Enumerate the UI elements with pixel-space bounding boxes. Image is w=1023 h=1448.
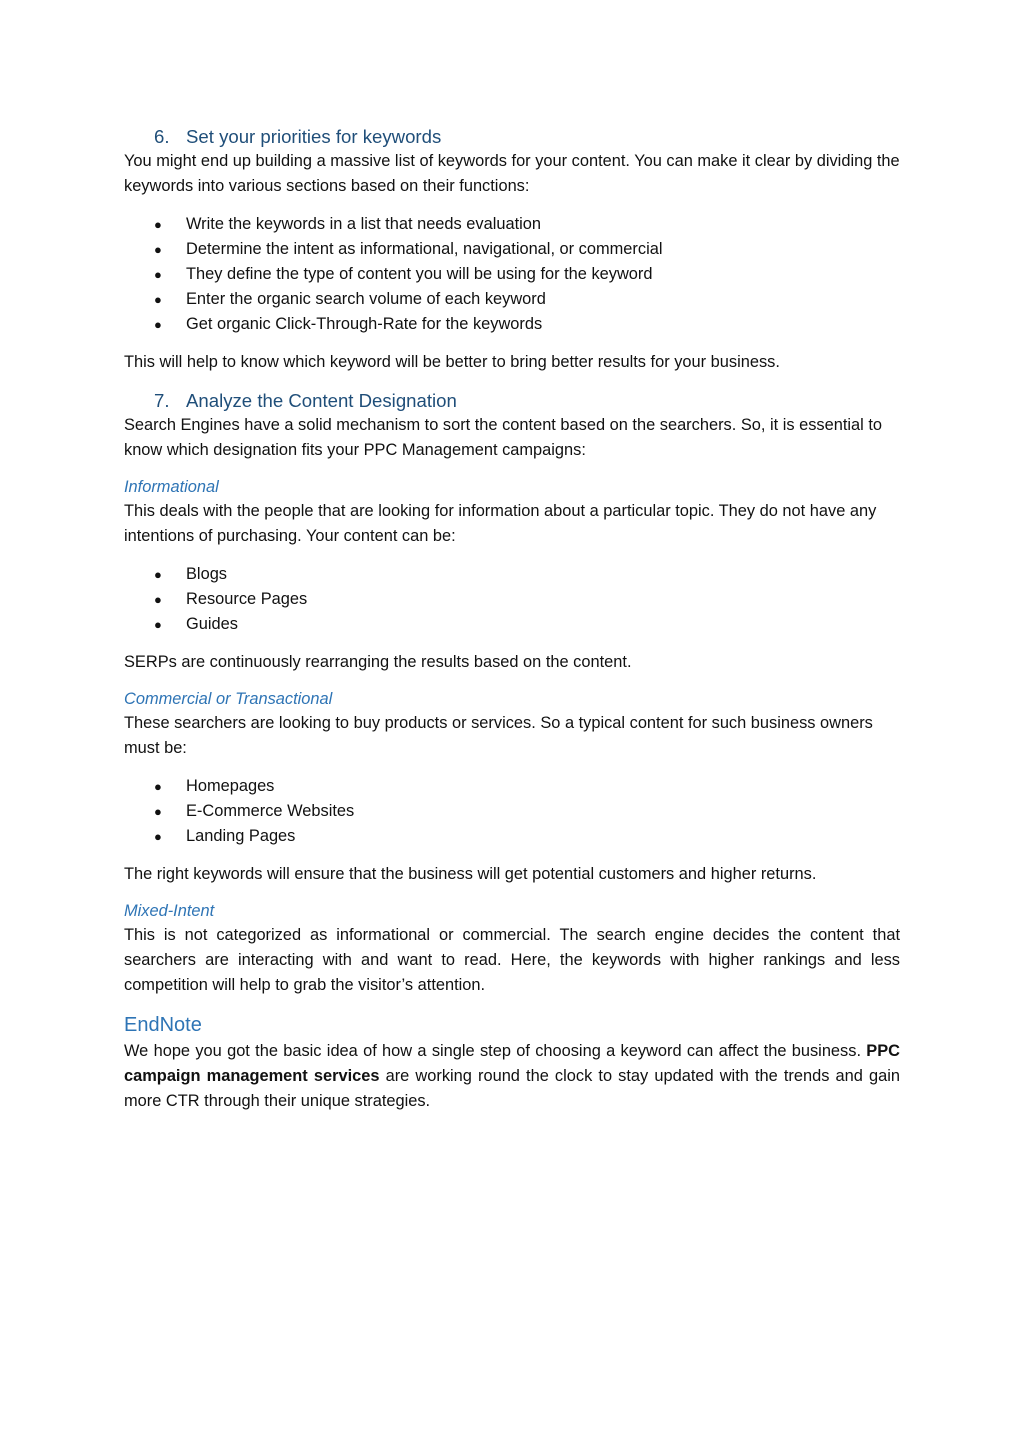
section-7-heading bbox=[124, 388, 900, 413]
bullet-icon: ● bbox=[154, 804, 162, 819]
mixed-intent-heading: Mixed-Intent bbox=[124, 902, 215, 920]
list-item: ● Blogs bbox=[124, 562, 900, 587]
document-page bbox=[124, 124, 900, 1114]
ppc-services-highlight: PPC campaign management services bbox=[124, 1042, 900, 1085]
commercial-bullet-list bbox=[124, 774, 900, 849]
bullet-icon: ● bbox=[154, 292, 162, 307]
bullet-icon: ● bbox=[154, 592, 162, 607]
bullet-icon: ● bbox=[154, 317, 162, 332]
informational-body: This deals with the people that are looking for information about a particular topic. They do not have any intentions of purchasing. Your content can be: bbox=[124, 502, 877, 545]
bullet-icon: ● bbox=[154, 267, 162, 282]
section-6-title: Set your priorities for keywords bbox=[186, 126, 442, 147]
informational-outro: SERPs are continuously rearranging the results based on the content. bbox=[124, 653, 632, 671]
commercial-heading: Commercial or Transactional bbox=[124, 690, 333, 708]
informational-heading: Informational bbox=[124, 478, 219, 496]
bullet-icon: ● bbox=[154, 617, 162, 632]
commercial-outro: The right keywords will ensure that the business will get potential customers and higher returns. bbox=[124, 865, 817, 883]
list-item: ● Homepages bbox=[124, 774, 900, 799]
section-7-title: Analyze the Content Designation bbox=[186, 390, 457, 411]
list-item: ● Resource Pages bbox=[124, 587, 900, 612]
list-item: ● Landing Pages bbox=[124, 824, 900, 849]
section-7-number: 7. bbox=[154, 390, 170, 411]
list-item: ● Guides bbox=[124, 612, 900, 637]
bullet-icon: ● bbox=[154, 829, 162, 844]
informational-bullet-list bbox=[124, 562, 900, 637]
section-6-intro: You might end up building a massive list of keywords for your content. You can make it clear by dividing the keywords into various sections based on their functions: bbox=[124, 152, 900, 195]
section-6-outro: This will help to know which keyword will be better to bring better results for your business. bbox=[124, 353, 780, 371]
bullet-icon: ● bbox=[154, 242, 162, 257]
endnote-body: We hope you got the basic idea of how a single step of choosing a keyword can affect the business. PPC campaign management services are working round the clock to stay updated with the trends and gain more CTR through their unique strategies. bbox=[124, 1042, 901, 1110]
list-item: ● Get organic Click-Through-Rate for the keywords bbox=[124, 312, 900, 337]
list-item: ● Enter the organic search volume of each keyword bbox=[124, 287, 900, 312]
list-item: ● E-Commerce Websites bbox=[124, 799, 900, 824]
section-6-heading bbox=[124, 124, 900, 149]
commercial-body: These searchers are looking to buy products or services. So a typical content for such business owners must be: bbox=[124, 714, 873, 757]
bullet-icon: ● bbox=[154, 567, 162, 582]
mixed-intent-body: This is not categorized as informational or commercial. The search engine decides the content that searchers are interacting with and want to read. Here, the keywords with higher rankings and less competition will help to grab the visitor’s attention. bbox=[124, 926, 900, 994]
section-6-number: 6. bbox=[154, 126, 170, 147]
bullet-icon: ● bbox=[154, 217, 162, 232]
list-item: ● Write the keywords in a list that needs evaluation bbox=[124, 212, 900, 237]
endnote-heading: EndNote bbox=[124, 1014, 202, 1036]
section-7-intro: Search Engines have a solid mechanism to sort the content based on the searchers. So, it is essential to know which designation fits your PPC Management campaigns: bbox=[124, 416, 883, 459]
list-item: ● They define the type of content you will be using for the keyword bbox=[124, 262, 900, 287]
list-item: ● Determine the intent as informational, navigational, or commercial bbox=[124, 237, 900, 262]
section-6-bullet-list bbox=[124, 212, 900, 337]
bullet-icon: ● bbox=[154, 779, 162, 794]
